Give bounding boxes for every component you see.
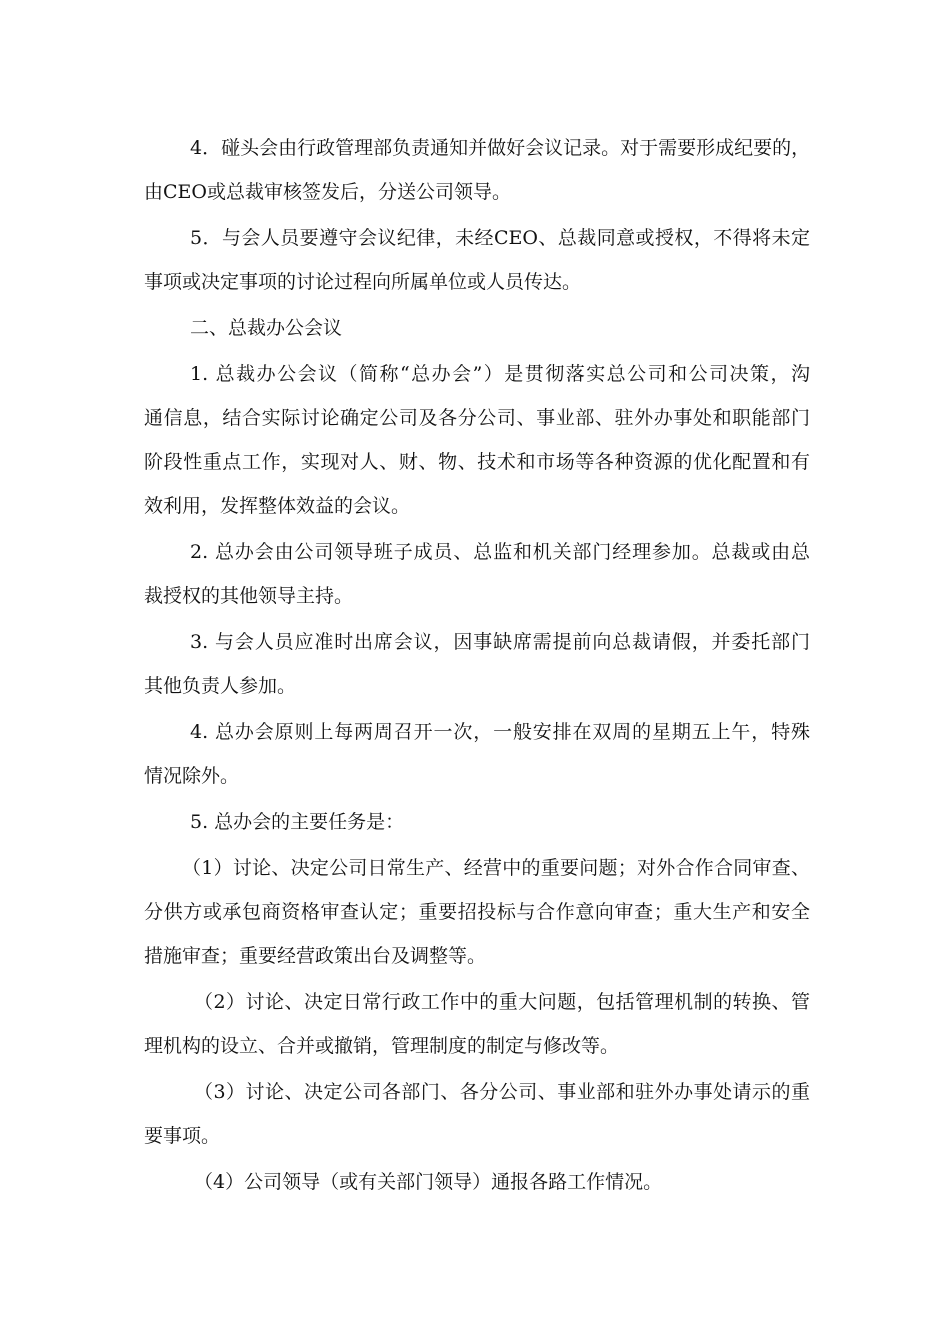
paragraph-line: 事项或决定事项的讨论过程向所属单位或人员传达。 [144,271,582,293]
paragraph-line: 5. 总办会的主要任务是： [190,811,405,833]
list-item-line: （4）公司领导（或有关部门领导）通报各路工作情况。 [194,1171,663,1193]
paragraph-line: 情况除外。 [144,765,240,787]
paragraph-line: 1. 总裁办公会议（简称“总办会”）是贯彻落实总公司和公司决策，沟 [190,363,810,385]
paragraph-line: 效利用，发挥整体效益的会议。 [144,495,411,517]
list-item-line: 分供方或承包商资格审查认定；重要招投标与合作意向审查；重大生产和安全 [144,901,810,923]
document-body [144,126,810,1204]
paragraph-line: 4．碰头会由行政管理部负责通知并做好会议记录。对于需要形成纪要的， [190,137,811,159]
list-item-line: 理机构的设立、合并或撤销，管理制度的制定与修改等。 [144,1035,620,1057]
paragraph-line: 阶段性重点工作，实现对人、财、物、技术和市场等各种资源的优化配置和有 [144,451,810,473]
paragraph-line: 2. 总办会由公司领导班子成员、总监和机关部门经理参加。总裁或由总 [190,541,810,563]
list-item-line: 要事项。 [144,1125,221,1147]
section-heading: 二、总裁办公会议 [190,317,343,339]
paragraph-line: 通信息，结合实际讨论确定公司及各分公司、事业部、驻外办事处和职能部门 [144,407,810,429]
paragraph-line: 由CEO或总裁审核签发后，分送公司领导。 [144,181,511,203]
list-item-line: 措施审查；重要经营政策出台及调整等。 [144,945,487,967]
paragraph-line: 3. 与会人员应准时出席会议，因事缺席需提前向总裁请假，并委托部门 [190,631,810,653]
paragraph-line: 5．与会人员要遵守会议纪律，未经CEO、总裁同意或授权，不得将未定 [190,227,810,249]
list-item-line: （1）讨论、决定公司日常生产、经营中的重要问题；对外合作合同审查、 [182,857,810,879]
list-item-line: （2）讨论、决定日常行政工作中的重大问题，包括管理机制的转换、管 [194,991,810,1013]
paragraph-line: 其他负责人参加。 [144,675,297,697]
paragraph-line: 4. 总办会原则上每两周召开一次，一般安排在双周的星期五上午，特殊 [190,721,810,743]
paragraph-line: 裁授权的其他领导主持。 [144,585,354,607]
list-item-line: （3）讨论、决定公司各部门、各分公司、事业部和驻外办事处请示的重 [194,1081,810,1103]
